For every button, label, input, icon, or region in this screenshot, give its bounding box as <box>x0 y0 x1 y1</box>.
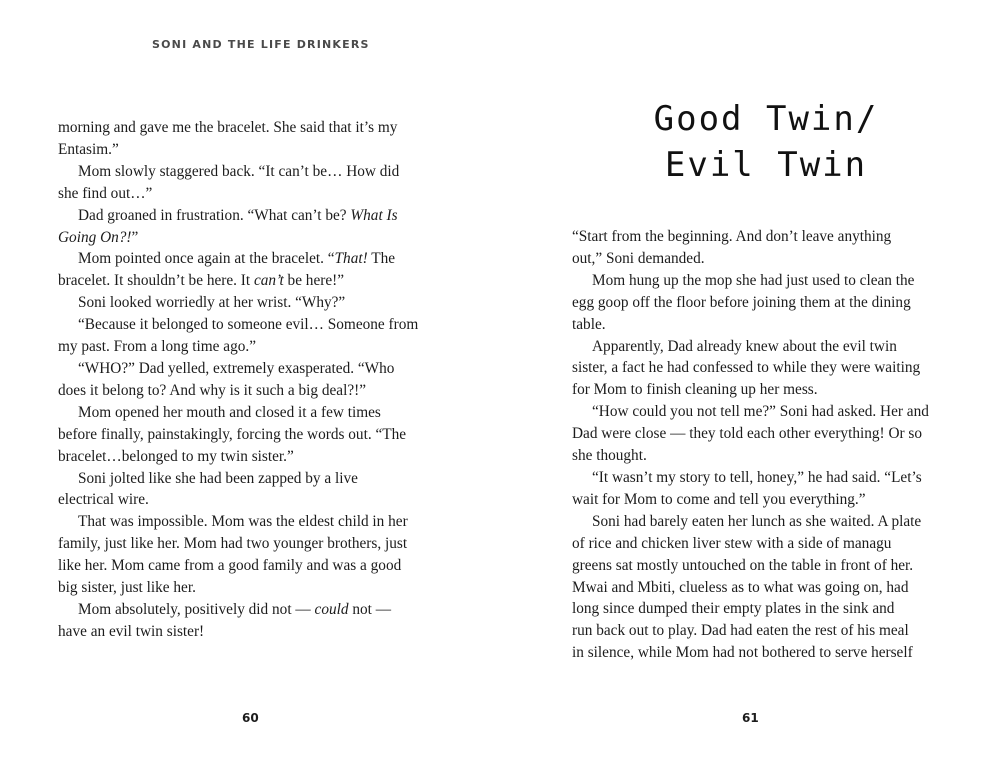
text-line <box>572 226 960 248</box>
text-line <box>572 467 960 489</box>
text-line <box>58 336 446 358</box>
text-line <box>58 358 446 380</box>
text-run: run back out to play. Dad had eaten the rest of his meal <box>572 622 909 640</box>
text-line <box>58 621 446 643</box>
text-line <box>58 555 446 577</box>
text-run: Mom absolutely, positively did not — <box>78 600 315 618</box>
text-line <box>58 205 446 227</box>
text-run: That was impossible. Mom was the eldest child in her <box>78 513 408 531</box>
text-run: like her. Mom came from a good family and was a good <box>58 557 402 575</box>
text-run: bracelet. It shouldn’t be here. It <box>58 272 254 290</box>
text-line <box>572 511 960 533</box>
text-line <box>58 424 446 446</box>
text-line <box>58 380 446 402</box>
text-run: electrical wire. <box>58 491 149 509</box>
text-line <box>58 227 446 249</box>
chapter-title <box>570 96 962 188</box>
text-line <box>572 357 960 379</box>
text-run: Mom pointed once again at the bracelet. “ <box>78 250 335 268</box>
text-line <box>58 577 446 599</box>
text-line <box>572 445 960 467</box>
text-run: big sister, just like her. <box>58 579 196 597</box>
text-run: “Because it belonged to someone evil… Someone from <box>78 316 419 334</box>
text-line <box>58 489 446 511</box>
text-run: have an evil twin sister! <box>58 622 205 640</box>
text-line <box>572 401 960 423</box>
text-run: be here!” <box>283 272 345 290</box>
text-run: Mom opened her mouth and closed it a few times <box>78 403 381 421</box>
italic-text: could <box>314 600 349 618</box>
text-run: “It wasn’t my story to tell, honey,” he had said. “Let’s <box>592 468 922 486</box>
body-text <box>572 226 960 664</box>
italic-text: What Is <box>350 206 398 224</box>
text-run: The <box>367 250 396 268</box>
text-run: Soni had barely eaten her lunch as she waited. A plate <box>592 512 922 530</box>
right-page <box>500 0 1000 768</box>
italic-text: Going On?! <box>58 228 132 246</box>
text-line <box>572 336 960 358</box>
chapter-title-line: Good Twin/ <box>653 99 879 139</box>
text-line <box>572 270 960 292</box>
text-line <box>572 314 960 336</box>
text-line <box>58 183 446 205</box>
running-head: SONI AND THE LIFE DRINKERS <box>152 38 370 51</box>
text-line <box>572 248 960 270</box>
italic-text: can’t <box>253 272 284 290</box>
body-text <box>58 117 446 643</box>
text-run: “How could you not tell me?” Soni had asked. Her and <box>592 403 929 421</box>
chapter-title-line: Evil Twin <box>664 145 868 185</box>
text-line <box>58 248 446 270</box>
text-run: out,” Soni demanded. <box>572 249 705 267</box>
text-line <box>572 489 960 511</box>
text-line <box>572 620 960 642</box>
page-number: 61 <box>742 711 759 725</box>
text-run: Mwai and Mbiti, clueless as to what was going on, had <box>572 578 909 596</box>
text-line <box>58 599 446 621</box>
text-run: sister, a fact he had confessed to while they were waiting <box>572 359 921 377</box>
text-line <box>58 139 446 161</box>
text-run: ” <box>131 228 139 246</box>
text-line <box>58 117 446 139</box>
text-run: Mom slowly staggered back. “It can’t be… How did <box>78 162 400 180</box>
text-run: Apparently, Dad already knew about the evil twin <box>592 337 897 355</box>
text-run: Dad groaned in frustration. “What can’t be? <box>78 206 351 224</box>
text-run: table. <box>572 315 606 333</box>
text-run: Mom hung up the mop she had just used to clean the <box>592 271 915 289</box>
text-line <box>572 642 960 664</box>
text-run: egg goop off the floor before joining them at the dining <box>572 293 911 311</box>
text-line <box>58 270 446 292</box>
text-run: morning and gave me the bracelet. She said that it’s my <box>58 119 398 136</box>
text-run: my past. From a long time ago.” <box>58 338 256 356</box>
text-run: Soni looked worriedly at her wrist. “Why?” <box>78 294 346 312</box>
text-run: not — <box>348 600 392 618</box>
text-run: family, just like her. Mom had two younger brothers, just <box>58 535 408 553</box>
text-run: “WHO?” Dad yelled, extremely exasperated. “Who <box>78 359 395 377</box>
text-line <box>58 161 446 183</box>
text-run: for Mom to finish cleaning up her mess. <box>572 381 818 399</box>
text-run: long since dumped their empty plates in the sink and <box>572 600 895 618</box>
text-line <box>58 402 446 424</box>
text-run: of rice and chicken liver stew with a side of managu <box>572 534 892 552</box>
text-line <box>572 292 960 314</box>
text-run: in silence, while Mom had not bothered to serve herself <box>572 644 913 662</box>
text-line <box>572 598 960 620</box>
text-run: she thought. <box>572 447 647 465</box>
text-run: bracelet…belonged to my twin sister.” <box>58 447 294 465</box>
text-run: Entasim.” <box>58 140 119 158</box>
text-run: she find out…” <box>58 184 153 202</box>
text-line <box>58 446 446 468</box>
italic-text: That! <box>334 250 368 268</box>
text-run: Soni jolted like she had been zapped by a live <box>78 469 358 487</box>
text-run: Dad were close — they told each other everything! Or so <box>572 425 923 443</box>
text-line <box>58 533 446 555</box>
text-line <box>58 468 446 490</box>
text-run: greens sat mostly untouched on the table in front of her. <box>572 556 914 574</box>
text-line <box>58 511 446 533</box>
text-line <box>58 314 446 336</box>
text-run: does it belong to? And why is it such a big deal?!” <box>58 381 366 399</box>
page-number: 60 <box>242 711 259 725</box>
text-line <box>572 379 960 401</box>
text-run: “Start from the beginning. And don’t leave anything <box>572 228 892 245</box>
text-line <box>572 555 960 577</box>
text-line <box>58 292 446 314</box>
text-line <box>572 423 960 445</box>
text-line <box>572 533 960 555</box>
text-run: wait for Mom to come and tell you everything.” <box>572 490 866 508</box>
text-run: before finally, painstakingly, forcing the words out. “The <box>58 425 407 443</box>
text-line <box>572 577 960 599</box>
